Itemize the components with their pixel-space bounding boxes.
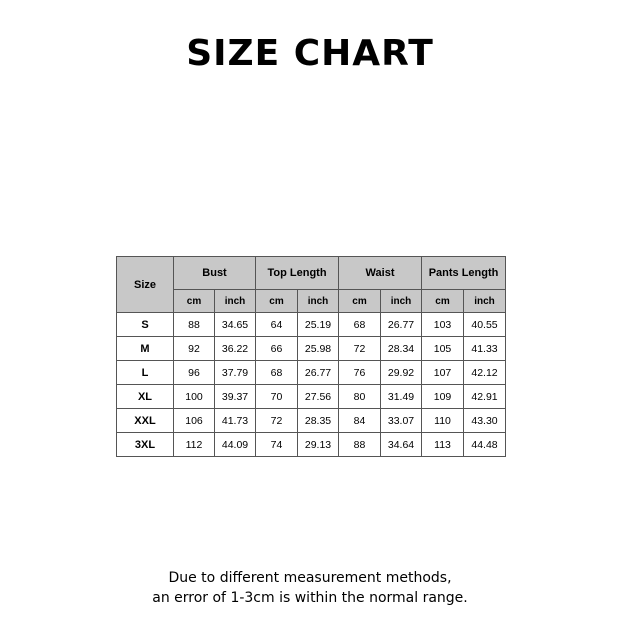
header-group-bust: Bust: [174, 257, 256, 290]
table-cell: 109: [422, 385, 464, 409]
size-label: S: [117, 313, 174, 337]
table-cell: 40.55: [464, 313, 506, 337]
unit-header: inch: [381, 290, 422, 313]
table-cell: 112: [174, 433, 215, 457]
table-cell: 29.13: [298, 433, 339, 457]
table-row: [117, 433, 506, 457]
unit-header: inch: [298, 290, 339, 313]
table-cell: 76: [339, 361, 381, 385]
table-cell: 88: [339, 433, 381, 457]
table-cell: 31.49: [381, 385, 422, 409]
table-cell: 88: [174, 313, 215, 337]
header-row-units: [117, 290, 506, 313]
header-group-pants-length: Pants Length: [422, 257, 506, 290]
table-cell: 44.09: [215, 433, 256, 457]
table-cell: 44.48: [464, 433, 506, 457]
table-cell: 25.98: [298, 337, 339, 361]
table-cell: 29.92: [381, 361, 422, 385]
note-line-2: an error of 1-3cm is within the normal range.: [152, 590, 468, 606]
table-cell: 34.65: [215, 313, 256, 337]
table-cell: 106: [174, 409, 215, 433]
table-cell: 34.64: [381, 433, 422, 457]
unit-header: cm: [256, 290, 298, 313]
table-cell: 103: [422, 313, 464, 337]
table-cell: 74: [256, 433, 298, 457]
size-chart-table: [116, 256, 506, 457]
table-cell: 72: [256, 409, 298, 433]
size-label: XL: [117, 385, 174, 409]
unit-header: cm: [339, 290, 381, 313]
table-cell: 26.77: [381, 313, 422, 337]
table-cell: 64: [256, 313, 298, 337]
table-cell: 41.73: [215, 409, 256, 433]
table-cell: 110: [422, 409, 464, 433]
table-cell: 36.22: [215, 337, 256, 361]
table-cell: 80: [339, 385, 381, 409]
size-label: L: [117, 361, 174, 385]
table-cell: 33.07: [381, 409, 422, 433]
table-cell: 96: [174, 361, 215, 385]
size-label: XXL: [117, 409, 174, 433]
table-row: [117, 313, 506, 337]
table-cell: 70: [256, 385, 298, 409]
table-cell: 113: [422, 433, 464, 457]
table-row: [117, 361, 506, 385]
size-label: M: [117, 337, 174, 361]
table-cell: 72: [339, 337, 381, 361]
table-cell: 68: [256, 361, 298, 385]
table-row: [117, 409, 506, 433]
table-cell: 28.34: [381, 337, 422, 361]
table-cell: 26.77: [298, 361, 339, 385]
note-line-1: Due to different measurement methods,: [168, 570, 452, 586]
table-cell: 100: [174, 385, 215, 409]
table-cell: 68: [339, 313, 381, 337]
table-cell: 28.35: [298, 409, 339, 433]
size-label: 3XL: [117, 433, 174, 457]
header-size: Size: [117, 257, 174, 313]
header-group-waist: Waist: [339, 257, 422, 290]
table-cell: 42.12: [464, 361, 506, 385]
page-title: SIZE CHART: [186, 33, 434, 74]
table-cell: 105: [422, 337, 464, 361]
unit-header: cm: [422, 290, 464, 313]
table-cell: 42.91: [464, 385, 506, 409]
table-cell: 41.33: [464, 337, 506, 361]
table-cell: 92: [174, 337, 215, 361]
table-cell: 27.56: [298, 385, 339, 409]
table-cell: 25.19: [298, 313, 339, 337]
table-cell: 37.79: [215, 361, 256, 385]
size-table-body: [117, 313, 506, 457]
table-row: [117, 385, 506, 409]
table-cell: 43.30: [464, 409, 506, 433]
header-row-groups: [117, 257, 506, 290]
table-cell: 39.37: [215, 385, 256, 409]
table-cell: 84: [339, 409, 381, 433]
measurement-note: [0, 568, 620, 608]
table-cell: 66: [256, 337, 298, 361]
header-group-top-length: Top Length: [256, 257, 339, 290]
unit-header: inch: [464, 290, 506, 313]
table-row: [117, 337, 506, 361]
unit-header: cm: [174, 290, 215, 313]
unit-header: inch: [215, 290, 256, 313]
table-cell: 107: [422, 361, 464, 385]
